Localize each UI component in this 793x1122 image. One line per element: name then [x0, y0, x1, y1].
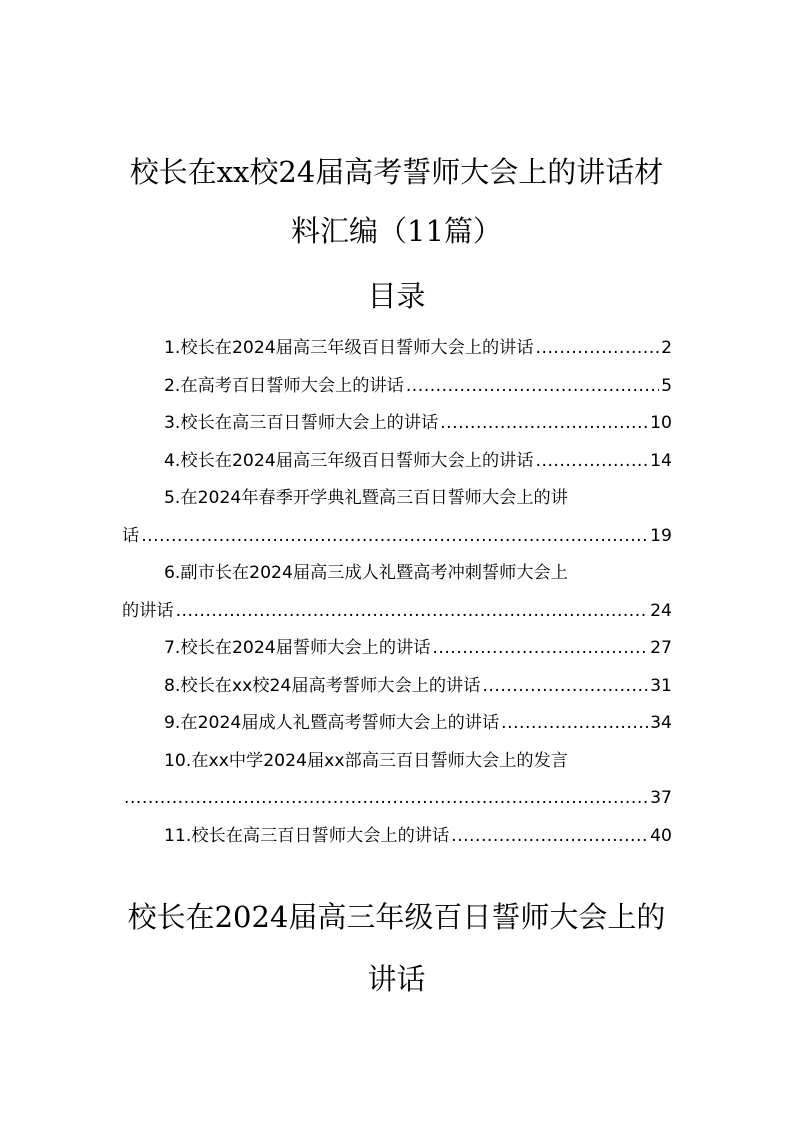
toc-entry-title: 3.校长在高三百日誓师大会上的讲话 [164, 413, 439, 433]
toc-entry-page: 10 [650, 413, 672, 433]
toc-entry-page: 40 [650, 825, 672, 846]
toc-entry[interactable] [122, 818, 672, 856]
toc-entry-title: 5.在2024年春季开学典礼暨高三百日誓师大会上的讲 [164, 488, 568, 508]
document-title-line-1: 校长在xx校24届高考誓师大会上的讲话材 [129, 155, 664, 189]
toc-entry-page: 2 [661, 338, 672, 358]
toc-entry-line-1[interactable] [122, 480, 672, 518]
section-title-line-2: 讲话 [367, 962, 426, 996]
toc-entry-page: 5 [661, 375, 672, 396]
toc-entry[interactable] [122, 443, 672, 481]
toc-entry[interactable] [122, 405, 672, 443]
toc-entry-line-2[interactable] [122, 518, 672, 556]
document-title-line-2: 料汇编（11篇） [291, 214, 502, 248]
toc-entry-title: 2.在高考百日誓师大会上的讲话 [164, 375, 404, 396]
toc-entry-title: 9.在2024届成人礼暨高考誓师大会上的讲话 [164, 713, 500, 733]
toc-dot-leader [536, 443, 649, 481]
toc-dot-leader [124, 780, 648, 818]
toc-entry-page: 19 [650, 525, 672, 546]
toc-entry-page: 14 [650, 450, 672, 471]
toc-dot-leader [406, 368, 659, 406]
toc-entry[interactable] [122, 330, 672, 368]
toc-entry-title: 4.校长在2024届高三年级百日誓师大会上的讲话 [164, 450, 534, 471]
toc-dot-leader [432, 630, 648, 668]
toc-entry-title: 11.校长在高三百日誓师大会上的讲话 [164, 825, 450, 846]
toc-entry-line-1[interactable] [122, 743, 672, 781]
toc-entry-page: 34 [650, 713, 672, 733]
toc-entry-line-1[interactable] [122, 555, 672, 593]
toc-entry-line-2[interactable] [122, 780, 672, 818]
toc-entry-line-2[interactable] [122, 593, 672, 631]
toc-dot-leader [451, 818, 648, 856]
toc-heading: 目录 [367, 279, 426, 313]
toc-entry-page: 31 [650, 675, 672, 696]
toc-entry-title-continued: 的讲话 [122, 600, 174, 621]
toc-entry-page: 24 [650, 600, 672, 621]
section-title-line-1: 校长在2024届高三年级百日誓师大会上的 [127, 900, 666, 934]
toc-entry-title: 7.校长在2024届誓师大会上的讲话 [164, 638, 431, 658]
toc-entry-title: 10.在xx中学2024届xx部高三百日誓师大会上的发言 [164, 750, 568, 771]
toc-entry-title-continued: 话 [122, 525, 140, 546]
table-of-contents [122, 330, 672, 855]
toc-entry[interactable] [122, 368, 672, 406]
toc-entry-title: 1.校长在2024届高三年级百日誓师大会上的讲话 [164, 338, 534, 358]
toc-dot-leader [176, 593, 649, 631]
toc-entry-page: 27 [650, 638, 672, 658]
toc-entry[interactable] [122, 668, 672, 706]
toc-dot-leader [440, 405, 648, 443]
toc-entry-title: 6.副市长在2024届高三成人礼暨高考冲刺誓师大会上 [164, 563, 568, 583]
toc-dot-leader [536, 330, 660, 368]
toc-entry[interactable] [122, 630, 672, 668]
toc-dot-leader [482, 668, 648, 706]
toc-entry[interactable] [122, 705, 672, 743]
toc-entry-title: 8.校长在xx校24届高考誓师大会上的讲话 [164, 675, 481, 696]
toc-dot-leader [501, 705, 648, 743]
toc-entry-page: 37 [650, 788, 672, 808]
toc-dot-leader [141, 518, 648, 556]
